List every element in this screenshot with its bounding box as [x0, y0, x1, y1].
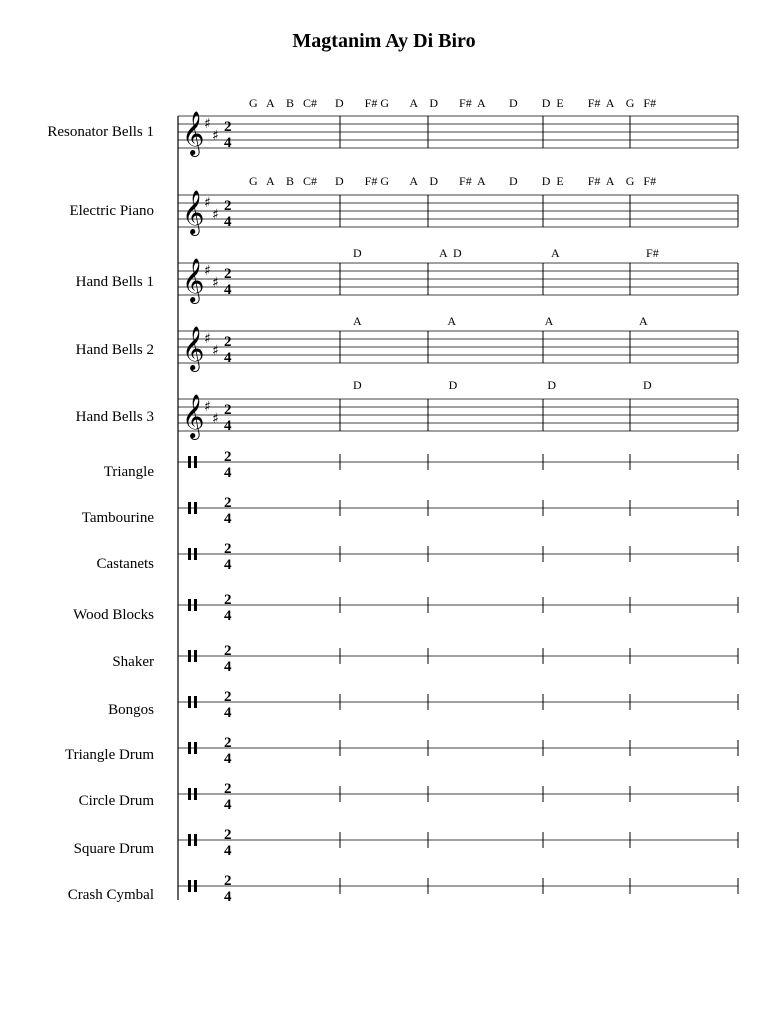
time-sig-bottom: 4	[224, 214, 232, 230]
sharp-c: ♯	[212, 343, 219, 359]
instrument-label: Electric Piano	[69, 203, 154, 219]
instrument-label: Circle Drum	[78, 793, 154, 809]
percussion-clef	[188, 456, 191, 468]
time-sig-bottom: 4	[224, 751, 232, 767]
sharp-c: ♯	[212, 207, 219, 223]
time-sig-top: 2	[224, 198, 232, 214]
sharp-f: ♯	[204, 116, 211, 132]
time-sig-bottom: 4	[224, 797, 232, 813]
percussion-clef	[188, 788, 191, 800]
instrument-label: Triangle Drum	[64, 747, 154, 763]
percussion-clef	[188, 548, 191, 560]
time-sig-top: 2	[224, 873, 232, 889]
sharp-c: ♯	[212, 275, 219, 291]
percussion-clef	[194, 788, 197, 800]
instrument-label: Hand Bells 2	[75, 342, 154, 358]
time-sig-top: 2	[224, 119, 232, 135]
time-sig-bottom: 4	[224, 659, 232, 675]
time-sig-top: 2	[224, 402, 232, 418]
percussion-clef	[188, 834, 191, 846]
instrument-label: Crash Cymbal	[67, 887, 154, 903]
time-sig-bottom: 4	[224, 418, 232, 434]
treble-clef: 𝄞	[182, 258, 205, 302]
instrument-label: Triangle	[103, 464, 154, 480]
percussion-clef	[194, 599, 197, 611]
sharp-f: ♯	[204, 195, 211, 211]
time-sig-bottom: 4	[224, 608, 232, 624]
percussion-clef	[188, 650, 191, 662]
percussion-clef	[194, 502, 197, 514]
time-sig-top: 2	[224, 541, 232, 557]
percussion-clef	[194, 650, 197, 662]
time-sig-top: 2	[224, 781, 232, 797]
sharp-f: ♯	[204, 331, 211, 347]
time-sig-top: 2	[224, 266, 232, 282]
treble-clef: 𝄞	[182, 111, 205, 155]
instrument-label: Square Drum	[73, 841, 154, 857]
percussion-clef	[188, 502, 191, 514]
time-sig-top: 2	[224, 643, 232, 659]
time-sig-top: 2	[224, 689, 232, 705]
instrument-label: Tambourine	[81, 510, 154, 526]
sharp-c: ♯	[212, 128, 219, 144]
time-sig-bottom: 4	[224, 282, 232, 298]
percussion-clef	[188, 696, 191, 708]
instrument-label: Resonator Bells 1	[47, 124, 154, 140]
percussion-clef	[194, 834, 197, 846]
time-sig-bottom: 4	[224, 705, 232, 721]
instrument-label: Hand Bells 1	[75, 274, 154, 290]
percussion-clef	[194, 742, 197, 754]
note-names-hand-bells-1: D A D A F#	[353, 246, 659, 260]
percussion-clef	[188, 880, 191, 892]
treble-clef: 𝄞	[182, 394, 205, 438]
instrument-label: Wood Blocks	[73, 607, 154, 623]
percussion-clef	[188, 742, 191, 754]
sharp-c: ♯	[212, 411, 219, 427]
note-names-resonator-bells: G A B C# D F# G A D F# A D D E F# A G F#	[249, 96, 657, 110]
time-sig-top: 2	[224, 334, 232, 350]
instrument-label: Shaker	[112, 654, 154, 670]
time-sig-bottom: 4	[224, 511, 232, 527]
note-names-hand-bells-3: D D D D	[353, 378, 652, 392]
time-sig-bottom: 4	[224, 465, 232, 481]
percussion-clef	[194, 696, 197, 708]
time-sig-bottom: 4	[224, 843, 232, 859]
sharp-f: ♯	[204, 263, 211, 279]
note-names-hand-bells-2: A A A A	[353, 314, 648, 328]
percussion-clef	[194, 880, 197, 892]
time-sig-top: 2	[224, 735, 232, 751]
instrument-label: Hand Bells 3	[75, 409, 154, 425]
treble-clef: 𝄞	[182, 190, 205, 234]
instrument-label: Castanets	[96, 556, 154, 572]
time-sig-bottom: 4	[224, 557, 232, 573]
sharp-f: ♯	[204, 399, 211, 415]
time-sig-bottom: 4	[224, 135, 232, 151]
time-sig-top: 2	[224, 827, 232, 843]
time-sig-bottom: 4	[224, 350, 232, 366]
time-sig-top: 2	[224, 495, 232, 511]
percussion-clef	[194, 456, 197, 468]
percussion-clef	[194, 548, 197, 560]
treble-clef: 𝄞	[182, 326, 205, 370]
percussion-clef	[188, 599, 191, 611]
time-sig-top: 2	[224, 449, 232, 465]
time-sig-top: 2	[224, 592, 232, 608]
score-title: Magtanim Ay Di Biro	[292, 30, 476, 52]
instrument-label: Bongos	[108, 702, 154, 718]
note-names-electric-piano: G A B C# D F# G A D F# A D D E F# A G F#	[249, 174, 657, 188]
time-sig-bottom: 4	[224, 889, 232, 905]
